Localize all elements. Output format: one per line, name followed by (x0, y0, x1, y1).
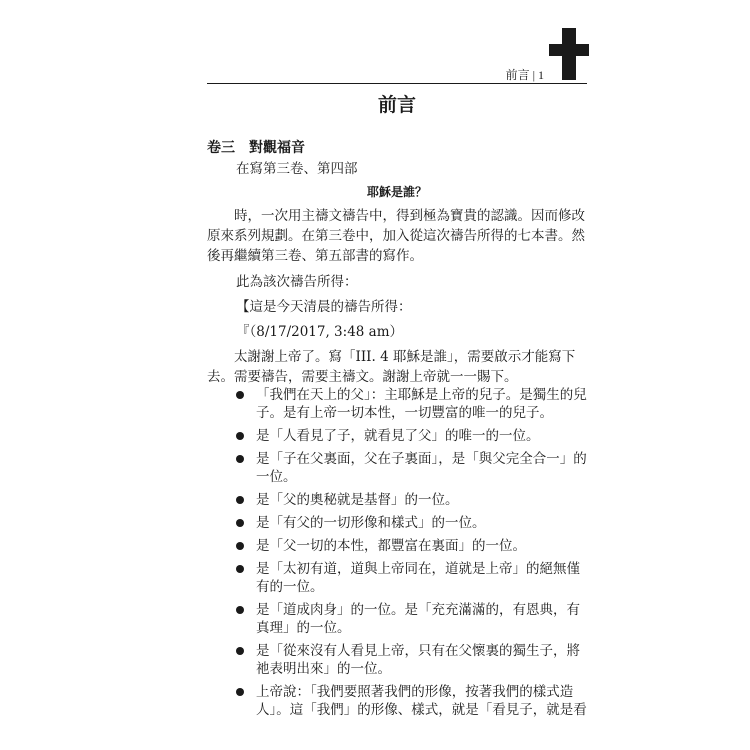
list-item-text: 是「人看見了子，就看見了父」的唯一的一位。 (256, 428, 540, 444)
bullet-dot (236, 432, 244, 440)
list-item (236, 683, 588, 719)
list-item-text: 是「子在父裏面，父在子裏面」，是「與父完全合一」的一位。 (256, 451, 587, 485)
paragraph-1: 時，一次用主禱文禱告中，得到極為寶貴的認識。因而修改原來系列規劃。在第三卷中，加入從這次禱告所得的七本書。然後再繼續第三卷、第五部書的寫作。 (207, 208, 585, 264)
cross-horizontal-bar (549, 44, 589, 56)
list-item (236, 642, 588, 678)
writing-note: 在寫第三卷、第四部 (236, 161, 358, 177)
bullet-dot (236, 688, 244, 696)
volume-heading: 卷三 對觀福音 (207, 140, 305, 156)
header-rule (207, 83, 587, 84)
running-header (506, 66, 544, 83)
list-item (236, 450, 588, 486)
list-item (236, 560, 588, 596)
list-item-text: 「我們在天上的父」：主耶穌是上帝的兒子。是獨生的兒子。是有上帝一切本性，一切豐富的唯一的兒子。 (256, 387, 587, 421)
list-item (236, 386, 588, 422)
page-title: 前言 (377, 94, 416, 116)
list-item (236, 514, 588, 532)
list-item-text: 是「從來沒有人看見上帝，只有在父懷裏的獨生子，將祂表明出來」的一位。 (256, 643, 580, 677)
header-separator: | (532, 68, 538, 82)
list-item (236, 601, 588, 637)
bullet-dot (236, 496, 244, 504)
bullet-dot (236, 647, 244, 655)
list-item-text: 是「有父的一切形像和樣式」的一位。 (256, 515, 486, 531)
page-number: 1 (538, 68, 544, 82)
date-line: 『（8/17/2017, 3:48 am） (236, 324, 404, 340)
bullet-dot (236, 606, 244, 614)
list-item-text: 是「道成肉身」的一位。是「充充滿滿的，有恩典，有真理」的一位。 (256, 602, 580, 636)
paragraph-3: 太謝謝上帝了。寫「III. 4 耶穌是誰」，需要啟示才能寫下去。需要禱告，需要主禱文。謝謝上帝就一一賜下。 (207, 349, 576, 385)
list-item-text: 上帝說：「我們要照著我們的形像，按著我們的樣式造人」。這「我們」的形像、樣式，就是「看見子，就是看 (256, 684, 587, 718)
bullet-dot (236, 542, 244, 550)
bullet-dot (236, 391, 244, 399)
list-item-text: 是「父的奧秘就是基督」的一位。 (256, 492, 459, 508)
bullet-dot (236, 519, 244, 527)
list-item (236, 491, 588, 509)
quote-open: 【這是今天清晨的禱告所得： (236, 299, 412, 315)
bullet-dot (236, 455, 244, 463)
running-title: 前言 (505, 68, 530, 82)
paragraph-2: 此為該次禱告所得： (236, 274, 358, 290)
list-item-text: 是「太初有道，道與上帝同在，道就是上帝」的絕無僅有的一位。 (256, 561, 580, 595)
list-item (236, 427, 588, 445)
list-item (236, 537, 588, 555)
section-subheading: 耶穌是誰？ (366, 185, 427, 199)
bullet-dot (236, 565, 244, 573)
list-item-text: 是「父一切的本性，都豐富在裏面」的一位。 (256, 538, 526, 554)
bullet-list (236, 386, 588, 724)
